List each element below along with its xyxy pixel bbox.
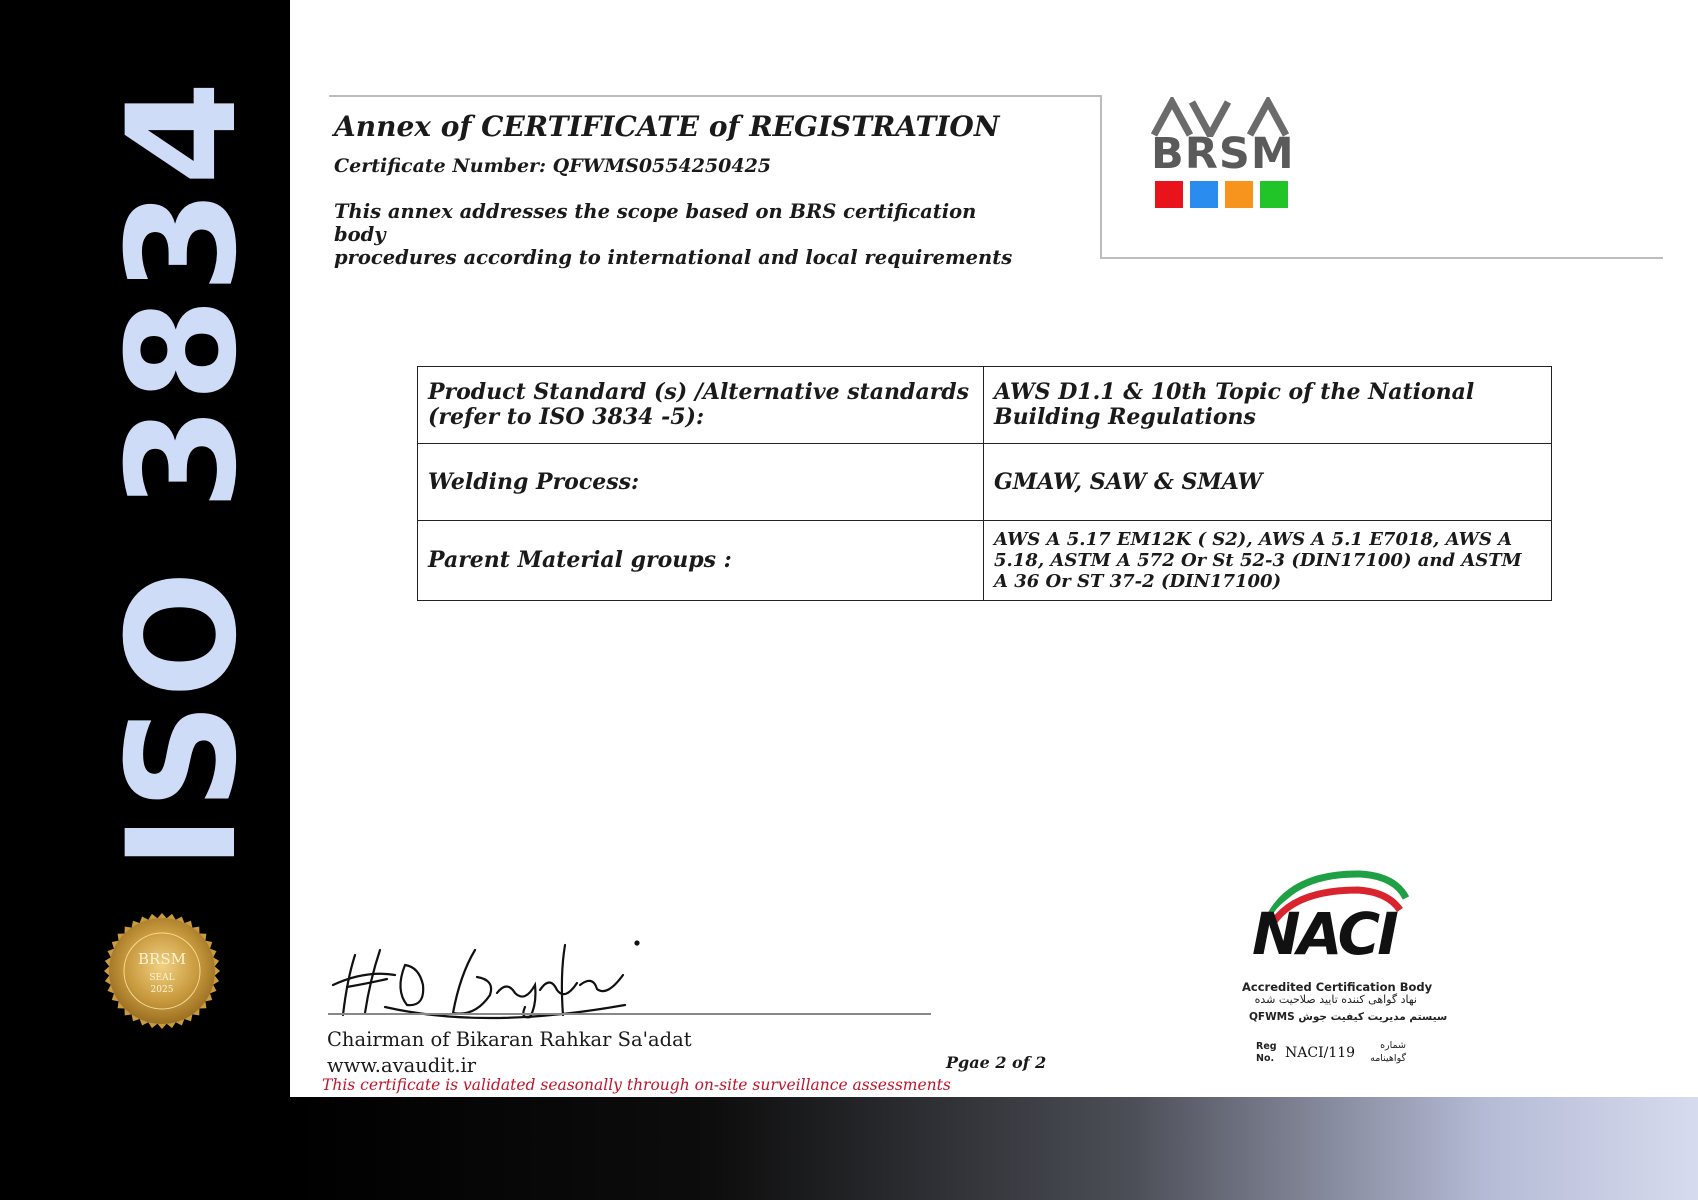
annex-title: Annex of CERTIFICATE of REGISTRATION: [334, 110, 1000, 143]
bottom-gradient-bar: [290, 1097, 1698, 1200]
reg-label-1: Reg: [1256, 1041, 1277, 1052]
logo-square-red: [1155, 181, 1183, 208]
naci-persian-reg-label: [1366, 1039, 1406, 1065]
scope-note: [334, 200, 1034, 269]
website-link[interactable]: www.avaudit.ir: [327, 1054, 477, 1077]
chairman-signature: [325, 935, 645, 1020]
fa-reg-1: شماره: [1380, 1040, 1406, 1051]
naci-persian-line-2: [1249, 1011, 1448, 1023]
naci-qfwms: QFWMS: [1249, 1011, 1295, 1023]
header-divider: [1100, 95, 1102, 259]
seal-year: 2025: [150, 985, 174, 995]
page-number: Pgae 2 of 2: [946, 1053, 1047, 1072]
brsm-seal: [103, 912, 221, 1030]
seal-label: SEAL: [149, 973, 175, 983]
logo-square-green: [1260, 181, 1288, 208]
naci-accredited: Accredited Certification Body: [1242, 980, 1433, 994]
logo-square-blue: [1190, 181, 1218, 208]
seal-brand: BRSM: [138, 950, 186, 968]
scope-note-line-1: This annex addresses the scope based on BRS certification body: [334, 200, 977, 246]
header-right-rule: [1100, 257, 1663, 259]
table-value-cell: AWS D1.1 & 10th Topic of the National Building Regulations: [984, 367, 1552, 444]
iso-standard-label: ISO 3834: [96, 76, 270, 870]
table-label-cell: Welding Process:: [418, 444, 984, 521]
table-row: [418, 367, 1552, 444]
signature-line: [328, 1013, 931, 1015]
header-top-rule: [329, 95, 1101, 97]
table-row: [418, 521, 1552, 601]
naci-persian-qfwms: سیستم مدیریت کیفیت جوش: [1298, 1011, 1448, 1023]
logo-color-squares: [1155, 181, 1288, 208]
fa-reg-2: گواهینامه: [1370, 1053, 1406, 1064]
logo-square-orange: [1225, 181, 1253, 208]
reg-label-2: No.: [1256, 1053, 1275, 1064]
table-label-cell: Parent Material groups :: [418, 521, 984, 601]
table-value-cell: GMAW, SAW & SMAW: [984, 444, 1552, 521]
naci-reg-number: NACI/119: [1285, 1045, 1356, 1061]
scope-table: [417, 366, 1552, 601]
table-row: [418, 444, 1552, 521]
chairman-title: Chairman of Bikaran Rahkar Sa'adat: [327, 1028, 692, 1051]
table-label-cell: Product Standard (s) /Alternative standards (refer to ISO 3834 -5):: [418, 367, 984, 444]
brsm-logo-text: BRSM: [1151, 129, 1295, 179]
table-value-cell: AWS A 5.17 EM12K ( S2), AWS A 5.1 E7018, AWS A 5.18, ASTM A 572 Or St 52-3 (DIN17100) and ASTM A 36 Or ST 37-2 (DIN17100): [984, 521, 1552, 601]
naci-logo-text: NACI: [1252, 900, 1396, 968]
naci-persian-line-1: نهاد گواهی کننده تایید صلاحیت شده: [1254, 993, 1417, 1006]
scope-note-line-2: procedures according to international and local requirements: [334, 246, 1013, 269]
naci-reg-label: [1256, 1041, 1277, 1065]
validation-note: This certificate is validated seasonally through on-site surveillance assessments: [322, 1076, 951, 1094]
certificate-number: Certificate Number: QFWMS0554250425: [334, 155, 772, 177]
